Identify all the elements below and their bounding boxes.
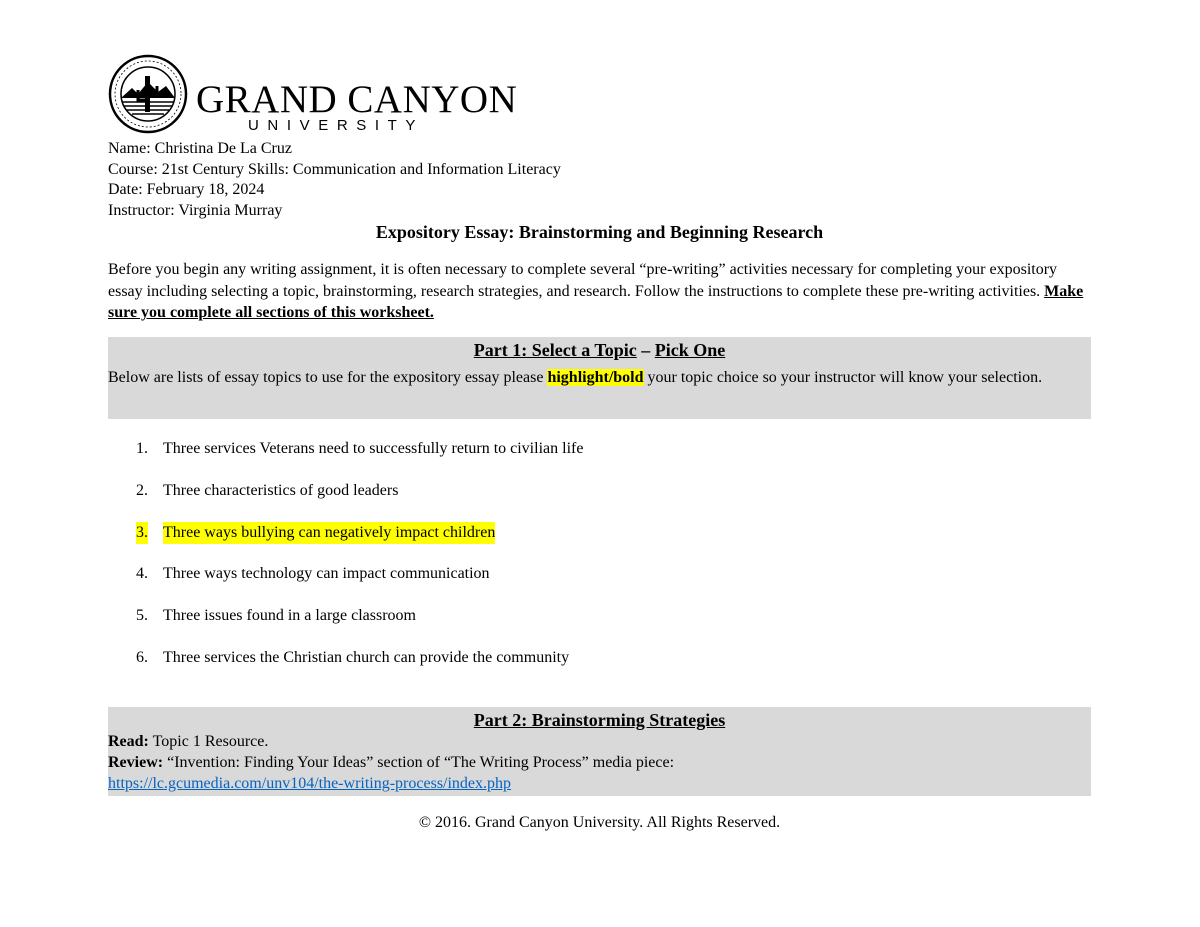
part2-read bbox=[108, 731, 1091, 752]
document-title: Expository Essay: Brainstorming and Beginning Research bbox=[375, 222, 824, 242]
topic-number: 4. bbox=[136, 565, 148, 582]
gcu-logo bbox=[108, 54, 518, 136]
review-label: Review: bbox=[108, 754, 164, 771]
part1-text-after: your topic choice so your instructor will know your selection. bbox=[647, 369, 1043, 386]
part1-heading-pick: Pick One bbox=[654, 340, 726, 360]
part1-highlight-text: highlight/bold bbox=[547, 369, 644, 386]
course-name: Course: 21st Century Skills: Communication and Information Literacy bbox=[108, 160, 561, 178]
topic-text: Three characteristics of good leaders bbox=[163, 482, 399, 499]
part2-review bbox=[108, 752, 1091, 773]
topic-text: Three services Veterans need to successfully return to civilian life bbox=[163, 440, 584, 457]
topic-text: Three issues found in a large classroom bbox=[163, 607, 416, 624]
part1-section bbox=[108, 337, 1091, 419]
topic-number: 3. bbox=[136, 522, 148, 544]
topic-text: Three ways bullying can negatively impact children bbox=[163, 522, 495, 544]
part2-heading bbox=[108, 709, 1091, 731]
part1-heading bbox=[108, 339, 1091, 361]
writing-process-link[interactable]: https://lc.gcumedia.com/unv104/the-writing-process/index.php bbox=[108, 775, 512, 792]
copyright-footer: © 2016. Grand Canyon University. All Rights Reserved. bbox=[418, 814, 781, 831]
part1-heading-main: Part 1: Select a Topic bbox=[473, 340, 637, 360]
intro-emphasis: Make sure you complete all sections of this worksheet. bbox=[108, 282, 1084, 321]
student-name: Name: Christina De La Cruz bbox=[108, 140, 292, 157]
review-text: “Invention: Finding Your Ideas” section of “The Writing Process” media piece: bbox=[167, 754, 675, 771]
intro-paragraph bbox=[108, 259, 1093, 324]
university-seal-icon bbox=[108, 54, 188, 134]
read-label: Read: bbox=[108, 733, 149, 750]
part2-heading-text: Part 2: Brainstorming Strategies bbox=[473, 710, 726, 730]
submission-date: Date: February 18, 2024 bbox=[108, 181, 265, 199]
topic-number: 5. bbox=[136, 607, 148, 624]
intro-text: Before you begin any writing assignment, it is often necessary to complete several “pre-writing” activities necessary for completing your expository essay including selecting a topic, brainstorming, research strategies, and research. Follow the instructions to complete these pre-writing activities. bbox=[108, 261, 1058, 300]
instructor-name: Instructor: Virginia Murray bbox=[108, 201, 283, 219]
topic-number: 2. bbox=[136, 482, 148, 499]
topic-number: 6. bbox=[136, 649, 148, 666]
part2-link-row bbox=[108, 773, 1091, 794]
student-info bbox=[108, 139, 561, 221]
topic-text: Three services the Christian church can provide the community bbox=[163, 649, 570, 666]
part1-heading-separator: – bbox=[641, 340, 651, 360]
part2-section bbox=[108, 707, 1091, 796]
part1-text-before: Below are lists of essay topics to use for the expository essay please bbox=[108, 369, 544, 386]
read-text: Topic 1 Resource. bbox=[152, 733, 269, 750]
topic-text: Three ways technology can impact communication bbox=[163, 565, 490, 582]
brand-subtitle: UNIVERSITY bbox=[248, 117, 425, 134]
brand-name: GRAND CANYON bbox=[196, 78, 518, 121]
part1-instructions bbox=[108, 368, 1091, 389]
topic-number: 1. bbox=[136, 440, 148, 457]
